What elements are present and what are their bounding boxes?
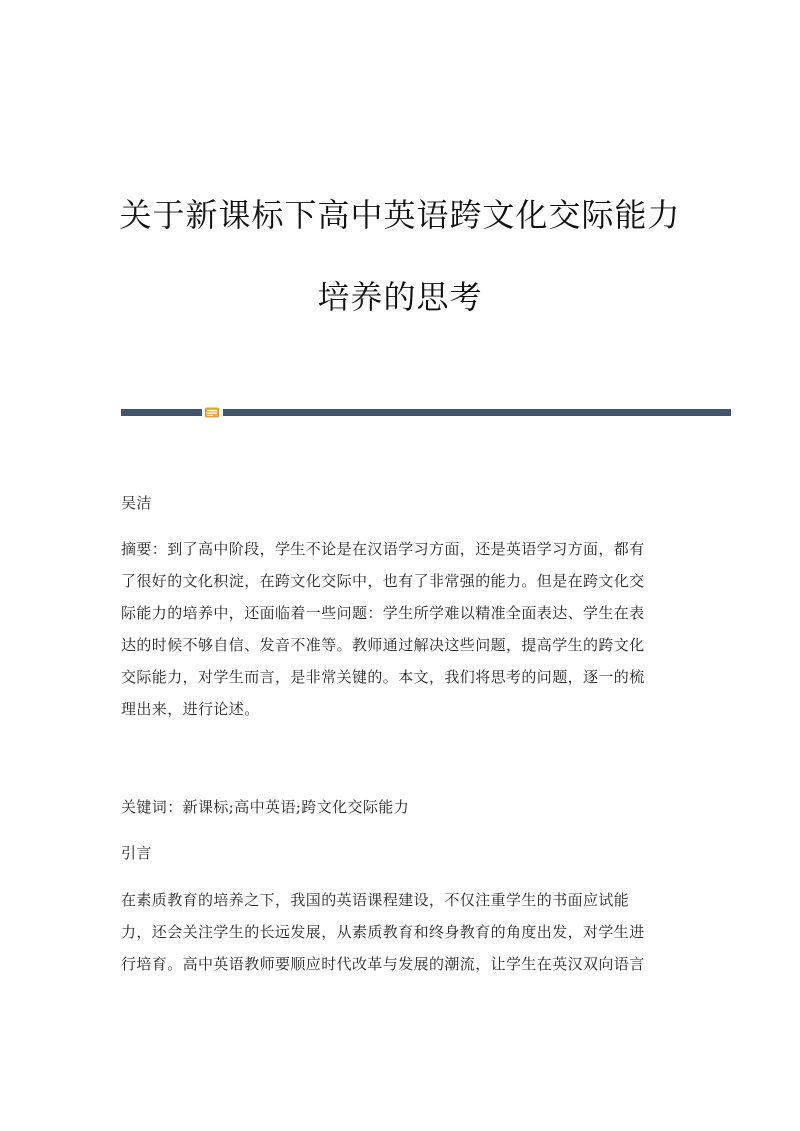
section-heading-text: 引言	[121, 844, 152, 862]
divider-bar-right	[223, 409, 731, 416]
document-title-line-1: 关于新课标下高中英语跨文化交际能力	[119, 196, 681, 234]
introduction-line: 行培育。高中英语教师要顺应时代改革与发展的潮流，让学生在英汉双向语言	[121, 955, 645, 973]
section-heading-introduction	[121, 837, 681, 869]
author-name	[121, 487, 681, 519]
book-ornament-icon	[205, 407, 219, 418]
document-title-line-2: 培养的思考	[317, 278, 483, 316]
abstract-line: 摘要：到了高中阶段，学生不论是在汉语学习方面，还是英语学习方面，都有	[121, 540, 645, 558]
keywords-paragraph	[121, 791, 681, 823]
introduction-line: 力，还会关注学生的长远发展，从素质教育和终身教育的角度出发，对学生进	[121, 923, 645, 941]
abstract-line: 了很好的文化积淀，在跨文化交际中，也有了非常强的能力。但是在跨文化交	[121, 572, 645, 590]
author-text: 吴洁	[121, 494, 152, 512]
divider-bar-left	[121, 409, 202, 416]
keywords-text: 关键词：新课标;高中英语;跨文化交际能力	[121, 798, 410, 816]
abstract-line: 达的时候不够自信、发音不准等。教师通过解决这些问题，提高学生的跨文化	[121, 636, 645, 654]
title-divider	[121, 409, 731, 417]
introduction-paragraph	[121, 884, 681, 980]
abstract-line: 际能力的培养中，还面临着一些问题：学生所学难以精准全面表达、学生在表	[121, 604, 645, 622]
abstract-line: 理出来，进行论述。	[121, 700, 260, 718]
abstract-paragraph	[121, 533, 681, 725]
abstract-line: 交际能力，对学生而言，是非常关键的。本文，我们将思考的问题，逐一的梳	[121, 668, 645, 686]
introduction-line: 在素质教育的培养之下，我国的英语课程建设，不仅注重学生的书面应试能	[121, 891, 630, 909]
